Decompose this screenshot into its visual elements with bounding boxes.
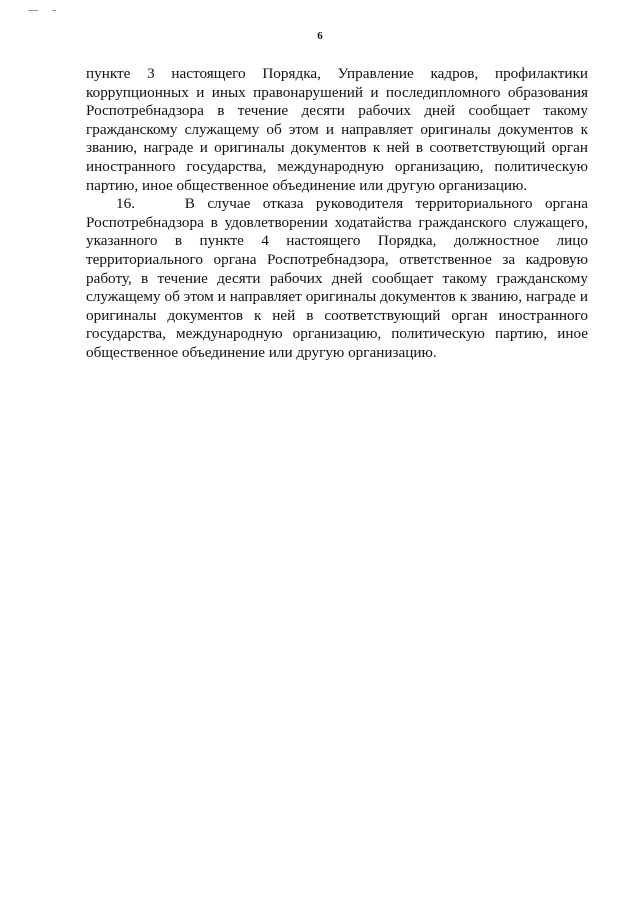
document-body <box>86 65 588 363</box>
paragraph-continuation <box>86 65 588 195</box>
paragraph-number: 16. <box>116 195 135 213</box>
scan-mark <box>28 10 38 11</box>
paragraph-text: В случае отказа руководителя территориального органа Роспотребнадзора в удовлетворении ходатайства гражданского служащего, указанного в пункте 4 настоящего Порядка, должностное лицо территориального органа Роспотребнадзора, ответственное за кадровую работу, в течение десяти рабочих дней сообщает такому гражданскому служащему об этом и направляет оригиналы документов к званию, награде и оригиналы документов к ней в соответствующий орган иностранного государства, международную организацию, политическую партию, иное общественное объединение или другую организацию. <box>86 195 588 361</box>
page-number: 6 <box>317 30 323 42</box>
paragraph-text: пункте 3 настоящего Порядка, Управление кадров, профилактики коррупционных и иных правонарушений и последипломного образования Роспотребнадзора в течение десяти рабочих дней сообщает такому гражданскому служащему об этом и направляет оригиналы документов к званию, награде и оригиналы документов к ней в соответствующий орган иностранного государства, международную организацию, политическую партию, иное общественное объединение или другую организацию. <box>86 65 588 194</box>
paragraph-16 <box>86 195 588 362</box>
scan-mark <box>52 10 56 11</box>
